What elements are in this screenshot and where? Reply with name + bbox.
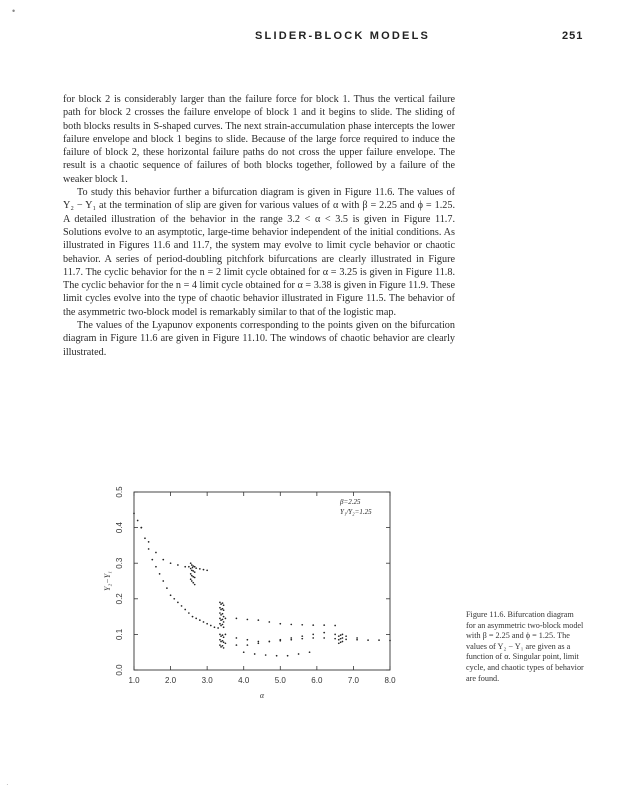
data-point [190,568,192,570]
data-point [173,598,175,600]
x-tick-label: 5.0 [274,676,286,685]
data-point [220,619,222,621]
data-point [191,569,193,571]
data-point [257,641,259,643]
data-point [356,637,358,639]
data-point [342,634,344,636]
data-point [144,537,146,539]
data-point [312,624,314,626]
data-point [184,566,186,568]
data-point [290,639,292,641]
scan-margin-mark: · [6,780,9,789]
data-point [223,621,225,623]
annotation-label: β=2.25 [340,498,361,506]
y-tick-label: 0.2 [115,593,124,605]
data-point [243,651,245,653]
data-point [151,559,153,561]
data-point [192,576,194,578]
x-tick-label: 4.0 [238,676,250,685]
running-title: SLIDER-BLOCK MODELS [255,30,431,42]
data-point [181,605,183,607]
data-point [225,618,227,620]
data-point [301,635,303,637]
data-point [223,641,225,643]
data-point [222,608,224,610]
data-point [194,566,196,568]
data-point [148,548,150,550]
data-point [236,637,238,639]
x-axis-label: α [259,691,265,700]
data-point [323,632,325,634]
data-point [312,634,314,636]
data-point [334,625,336,627]
data-point [192,570,194,572]
data-point [206,623,208,625]
data-point [166,587,168,589]
data-point [340,641,342,643]
data-point [220,646,222,648]
data-point [222,634,224,636]
data-point [340,634,342,636]
data-point [194,571,196,573]
plot-frame [134,492,390,670]
data-point [236,644,238,646]
data-point [194,577,196,579]
data-point [222,602,224,604]
data-point [309,651,311,653]
page-number: 251 [562,30,584,42]
data-point [219,623,221,625]
data-point [342,641,344,643]
data-point [219,612,221,614]
data-point [222,619,224,621]
data-point [334,634,336,636]
data-point [199,568,201,570]
data-point [184,609,186,611]
data-point [338,642,340,644]
data-point [177,602,179,604]
data-point [222,613,224,615]
y-tick-label: 0.3 [115,557,124,569]
data-point [223,616,225,618]
data-point [192,565,194,567]
x-tick-label: 6.0 [311,676,323,685]
x-tick-label: 2.0 [165,676,177,685]
data-point [219,602,221,604]
data-point [298,653,300,655]
x-tick-label: 3.0 [201,676,213,685]
data-point [225,642,227,644]
data-point [247,619,249,621]
data-point [279,623,281,625]
data-point [222,624,224,626]
data-point [323,637,325,639]
data-points [133,513,391,657]
data-point [220,641,222,643]
data-point [140,527,142,529]
data-point [170,562,172,564]
data-point [195,618,197,620]
data-point [162,559,164,561]
data-point [223,609,225,611]
data-point [220,614,222,616]
data-point [219,639,221,641]
data-point [345,639,347,641]
y-axis-label: Y₂−Y₁ [103,571,112,591]
data-point [268,621,270,623]
data-point [191,575,193,577]
data-point [190,578,192,580]
data-point [220,635,222,637]
data-point [219,618,221,620]
data-point [257,619,259,621]
figure-caption: Figure 11.6. Bifurcation diagram for an asymmetric two-block model with β = 2.25 and ϕ = 1.25. The values of Y₂ − Y₁ are given as a function of α. Singular point, limit cycle, and chaotic types of behavior are found. [466,610,584,683]
data-point [170,594,172,596]
data-point [338,639,340,641]
data-point [220,603,222,605]
data-point [265,654,267,656]
data-point [342,637,344,639]
data-point [356,639,358,641]
data-point [389,640,391,642]
data-point [190,562,192,564]
data-point [290,637,292,639]
data-point [247,644,249,646]
data-point [301,638,303,640]
data-point [220,625,222,627]
data-point [191,564,193,566]
paragraph-2: To study this behavior further a bifurcation diagram is given in Figure 11.6. The values of Y₂ − Y₁ at the termination of slip are given for various values of α with β = 2.25 and ϕ = 1.25. A detailed illustration of the behavior in the range 3.2 < α < 3.5 is given in Figure 11.7. Solutions evolve to an asymptotic, large-time behavior independent of the initial conditions. As illustrated in Figures 11.6 and 11.7, the system may evolve to limit cycle behavior or chaotic behavior. A series of period-doubling pitchfork bifurcations are clearly illustrated in Figure 11.7. The cyclic behavior for the n = 2 limit cycle obtained for α = 3.25 is given in Figure 11.8. The cyclic behavior for the n = 4 limit cycle obtained for α = 3.38 is given in Figure 11.9. These limit cycles evolve into the type of chaotic behavior illustrated in Figure 11.5. The behavior of the asymmetric two-block model is remarkably similar to that of the logistic map. [63,187,455,318]
data-point [203,569,205,571]
data-point [301,624,303,626]
data-point [257,642,259,644]
x-tick-label: 7.0 [347,676,359,685]
data-point [190,573,192,575]
data-point [210,625,212,627]
paragraph-3: The values of the Lyapunov exponents corresponding to the points given on the bifurcation diagram in Figure 11.6 are given in Figure 11.10. The windows of chaotic behavior are clearly illustrated. [63,320,455,358]
axis-labels [103,486,396,700]
data-point [192,616,194,618]
data-point [220,609,222,611]
data-point [312,637,314,639]
y-tick-label: 0.5 [115,486,124,498]
axis-ticks [134,492,390,670]
x-tick-label: 8.0 [384,676,396,685]
data-point [254,653,256,655]
data-point [287,655,289,657]
data-point [137,520,139,522]
data-point [199,619,201,621]
data-point [217,627,219,629]
data-point [219,634,221,636]
data-point [378,639,380,641]
data-point [323,624,325,626]
data-point [214,626,216,628]
data-point [340,638,342,640]
data-point [219,607,221,609]
data-point [367,639,369,641]
data-point [188,612,190,614]
data-point [223,604,225,606]
data-point [247,639,249,641]
y-tick-label: 0.0 [115,664,124,676]
data-point [203,621,205,623]
x-tick-label: 1.0 [128,676,140,685]
data-point [133,513,135,515]
data-point [276,655,278,657]
annotation-label: Y₁/Y₂=1.25 [340,508,372,516]
data-point [195,567,197,569]
data-point [155,552,157,554]
data-point [159,573,161,575]
data-point [191,580,193,582]
data-point [222,640,224,642]
data-point [206,569,208,571]
data-point [345,635,347,637]
data-point [268,641,270,643]
data-point [194,584,196,586]
data-point [223,626,225,628]
data-point [223,647,225,649]
scan-corner-mark: • [12,6,16,16]
paragraph-1: for block 2 is considerably larger than the failure force for block 1. Thus the vertical failure path for block 2 crosses the failure envelope of block 1 and it begins to slide. The sliding of both blocks results in S-shaped curves. The next strain-accumulation phase intercepts the lower failure envelope and block 1 begins to slide. Because of the large force required to induce the failure of block 2, these horizontal failure paths do not cross the upper failure envelope. The result is a chaotic sequence of failures of both blocks together, followed by a failure of the weaker block 1. [63,94,455,185]
data-point [236,618,238,620]
data-point [290,624,292,626]
data-point [177,564,179,566]
data-point [162,580,164,582]
data-point [155,566,157,568]
data-point [225,634,227,636]
y-tick-label: 0.4 [115,522,124,534]
data-point [219,644,221,646]
data-point [338,635,340,637]
data-point [148,541,150,543]
data-point [334,638,336,640]
y-tick-label: 0.1 [115,628,124,640]
data-point [222,645,224,647]
data-point [188,566,190,568]
data-point [223,636,225,638]
data-point [192,582,194,584]
data-point [279,639,281,641]
